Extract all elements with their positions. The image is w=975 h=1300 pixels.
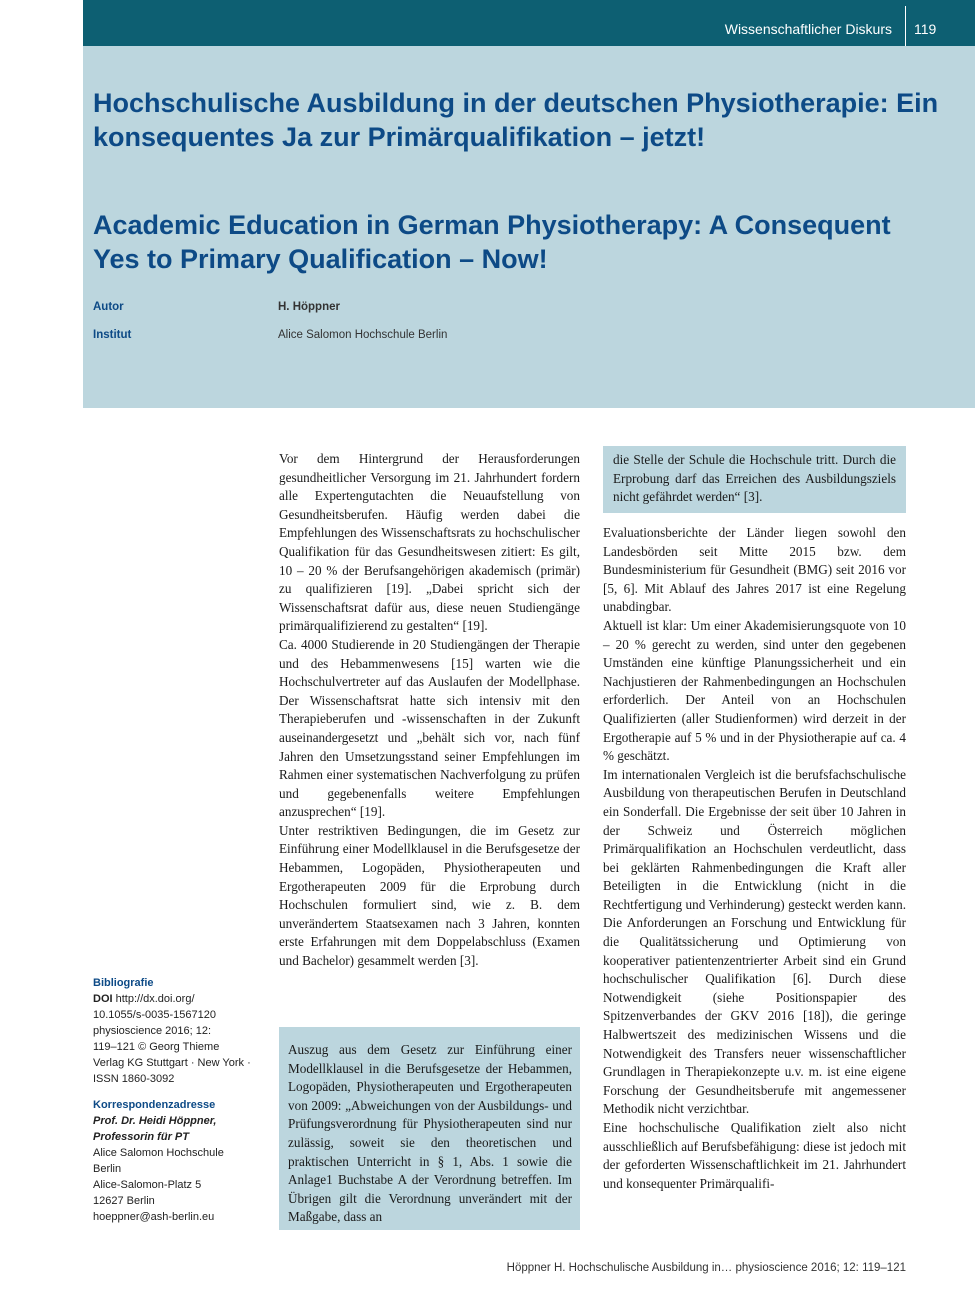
contact-heading: Korrespondenzadresse — [93, 1099, 216, 1111]
paragraph: Unter restriktiven Bedingungen, die im Gesetz zur Einführung einer Modellklausel in die Berufsgesetze der Hebammen, Logopäden, Physiotherapeuten und Ergotherapeuten 2009 für die Erprobung durch Hochschulen formuliert sind, wie z. B. dem unverändertem Staatsexamen nach 3 Jahren, konnten erste Erfahrungen mit dem Doppelabschluss (Examen und Bachelor) gesammelt werden [3]. — [279, 822, 580, 969]
contact-name: Prof. Dr. Heidi Höppner, — [93, 1115, 217, 1127]
author-name: H. Höppner — [278, 301, 340, 313]
doi-line — [93, 991, 263, 1007]
text-column-1 — [279, 450, 580, 971]
header-divider — [905, 6, 906, 46]
bibliography-sidebar — [93, 975, 263, 1225]
contact-line: Berlin — [93, 1163, 122, 1175]
law-excerpt-continuation-text: die Stelle der Schule die Hochschule tritt. Durch die Erprobung darf das Erreichen des Ausbildungsziels nicht gefährdet werden“ [3]. — [613, 452, 896, 505]
paragraph: Eine hochschulische Qualifikation zielt also nicht ausschließlich auf Berufsbefähigung: diese ist jedoch mit der geforderten Wissenschaftlichkeit im 21. Jahrhundert und konsequenter Primärqualifi- — [603, 1120, 906, 1191]
article-title-english: Academic Education in German Physiotherapy: A Consequent Yes to Primary Qualification – Now! — [93, 210, 891, 274]
law-excerpt-box — [279, 1027, 580, 1230]
paragraph: Aktuell ist klar: Um einer Akademisierungsquote von 10 – 20 % gerecht zu werden, sind unter den gegebenen Umständen eine künftige Planungssicherheit und ein Nachjustieren der Rahmenbedingungen an Hochschulen erforderlich. Der Anteil von an Hochschulen Qualifizierten (aller Studienformen) wird derzeit in der Ergotherapie auf 5 % und in der Physiotherapie auf ca. 4 % geschätzt. — [603, 617, 906, 764]
paragraph: Vor dem Hintergrund der Herausforderungen gesundheitlicher Versorgung im 21. Jahrhundert fordern alle Expertengutachten die Neuaufstellung von Gesundheitsberufen. Häufig werden dabei die Empfehlungen des Wissenschaftsrats zu hochschulischer Qualifikation für das Gesundheitswesen zitiert: Es gilt, 10 – 20 % der Berufsangehörigen akademisch (primär) zu qualifizieren [19]. „Dabei spricht sich der Wissenschaftsrat dafür aus, diese neuen Studiengänge primärqualifizierend zu gestalten“ [19]. — [279, 451, 580, 634]
page-footer: Höppner H. Hochschulische Ausbildung in… physioscience 2016; 12: 119–121 — [506, 1262, 906, 1274]
paragraph: Im internationalen Vergleich ist die berufsfachschulische Ausbildung von therapeutischen Berufen in Deutschland ein Sonderfall. Die Ergebnisse der seit über 10 Jahren in der Schweiz und Österreich möglichen Primärqualifikation an Hochschulen verdeutlicht, dass bei geklärten Rahmenbedingungen die Kraft aller Beteiligten in die Entwicklung (nicht in die Rechtfertigung und Verhinderung) gesteckt werden kann. Die Anforderungen an Forschung und Entwicklung für die Qualitätssicherung und Optimierung von kooperativer patientenzentrierter Arbeit sind ein Grund hochschulischer Qualifikation [6]. Durch diese Notwendigkeit (siehe Positionspapier des Spitzenverbandes der GKV 2016 [18]), die geringe Halbwertszeit des medizinischen Wissens und die Notwendigkeit des Transfers neuer wissenschaftlicher Grundlagen in Therapiekonzepte u.v. m. ist eine eigene Forschung der Gesundheitsberufe mit angemessener Methodik nicht verzichtbar. — [603, 766, 906, 1117]
paragraph: Ca. 4000 Studierende in 20 Studiengängen der Therapie und des Hebammenwesens [15] warten wie die Hochschulvertreter auf das Auslaufen der Modellphase. Der Wissenschaftsrat hatte sich intensiv mit den Therapieberufen und -wissenschaften in der Zukunft auseinandergesetzt und „behält sich vor, nach fünf Jahren den Umsetzungsstand seiner Empfehlungen im Rahmen einer systematischen Nachverfolgung zu prüfen und gegebenenfalls weitere Empfehlungen anzusprechen“ [19]. — [279, 636, 580, 820]
biblio-line: Verlag KG Stuttgart · New York · — [93, 1057, 251, 1069]
biblio-line: 119–121 © Georg Thieme — [93, 1041, 220, 1053]
biblio-line: 10.1055/s-0035-1567120 — [93, 1009, 216, 1021]
biblio-line: physioscience 2016; 12: — [93, 1025, 212, 1037]
text-column-2 — [603, 524, 906, 1193]
contact-line: 12627 Berlin — [93, 1195, 155, 1207]
law-excerpt-text: Auszug aus dem Gesetz zur Einführung einer Modellklausel in die Berufsgesetze der Hebammen, Logopäden, Physiotherapeuten und Ergotherapeuten von 2009: „Abweichungen von der Ausbildungs- und Prüfungsverordnung für Physiotherapeuten sind nur zulässig, soweit sie den theoretischen und praktischen Unterricht in § 1, Abs. 1 sowie die Anlage1 Buchstabe A der Verordnung betreffen. Im Übrigen gilt die Verordnung unverändert mit der Maßgabe, dass an — [288, 1042, 572, 1225]
institute-name: Alice Salomon Hochschule Berlin — [278, 329, 448, 341]
institute-label: Institut — [93, 329, 132, 341]
section-label: Wissenschaftlicher Diskurs — [724, 21, 892, 37]
contact-email[interactable]: hoeppner@ash-berlin.eu — [93, 1211, 215, 1223]
doi-link[interactable]: http://dx.doi.org/ — [112, 993, 195, 1005]
bibliography-heading: Bibliografie — [93, 977, 154, 989]
page-number: 119 — [914, 21, 937, 37]
author-label: Autor — [93, 301, 124, 313]
contact-line: Alice-Salomon-Platz 5 — [93, 1179, 202, 1191]
contact-line: Alice Salomon Hochschule — [93, 1147, 224, 1159]
biblio-line: ISSN 1860-3092 — [93, 1073, 175, 1085]
paragraph: Evaluationsberichte der Länder liegen sowohl den Landesbörden seit Mitte 2015 bzw. dem Bundesministerium für Gesundheit (BMG) seit 2016 vor [5, 6]. Mit Ablauf des Jahres 2017 ist eine Regelung unabdingbar. — [603, 525, 906, 615]
article-title-german: Hochschulische Ausbildung in der deutschen Physiotherapie: Ein konsequentes Ja zur Primärqualifikation – jetzt! — [93, 88, 939, 152]
contact-role: Professorin für PT — [93, 1131, 189, 1143]
doi-label: DOI — [93, 993, 113, 1005]
law-excerpt-continuation-box — [603, 446, 906, 513]
